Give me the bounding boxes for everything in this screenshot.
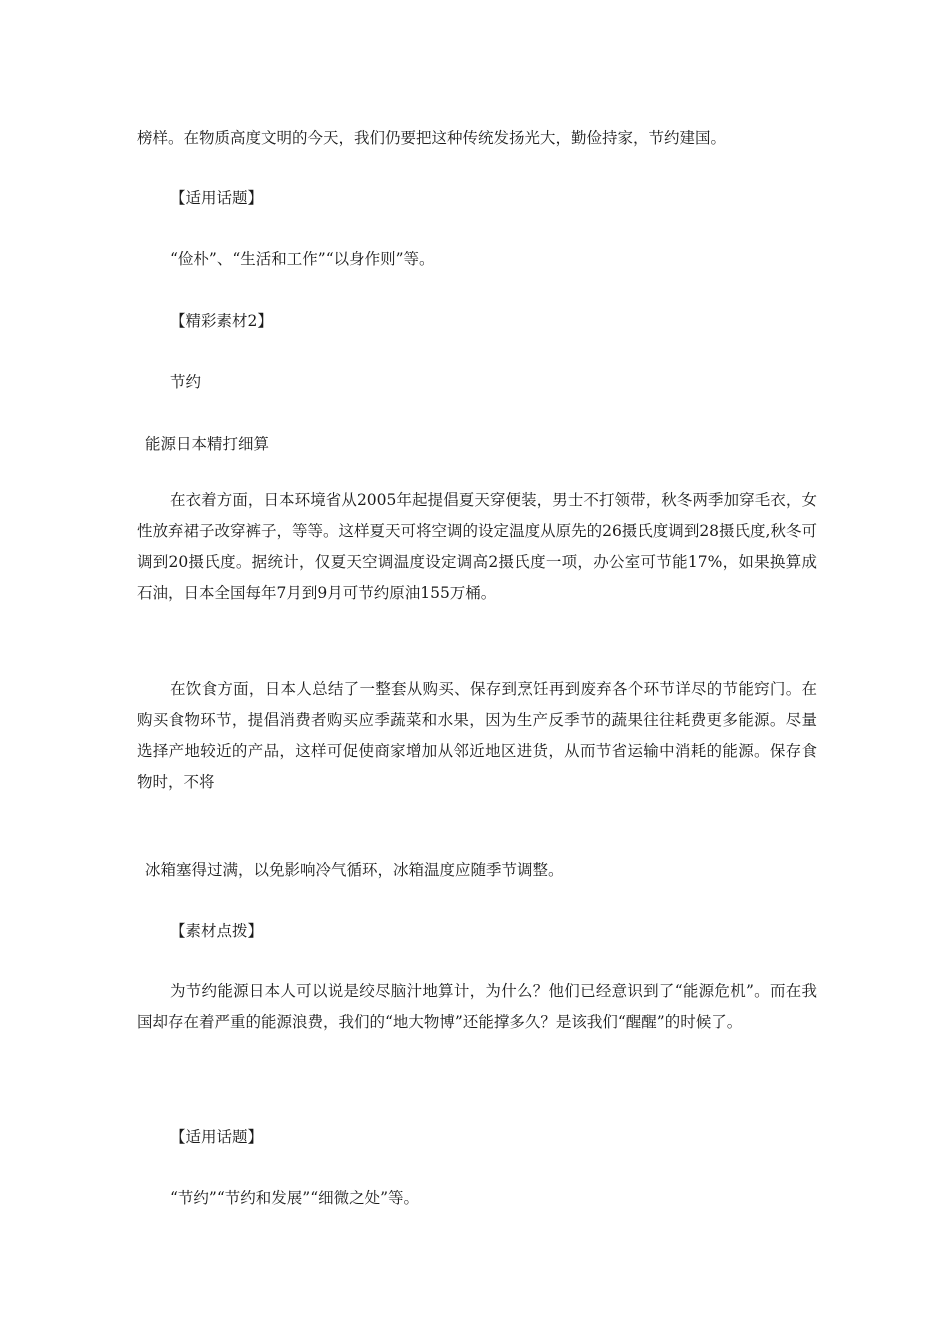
paragraph-commentary: 为节约能源日本人可以说是绞尽脑汁地算计，为什么？他们已经意识到了“能源危机”。而在我国却存在着严重的能源浪费，我们的“地大物博”还能撑多久？是该我们“醒醒”的时候了。	[137, 982, 817, 1031]
material-title-part1: 节约	[170, 373, 202, 391]
topics-list-2: “节约”“节约和发展”“细微之处”等。	[170, 1189, 420, 1207]
paragraph-food: 在饮食方面，日本人总结了一整套从购买、保存到烹饪再到废弃各个环节详尽的节能窍门。在购买食物环节，提倡消费者购买应季蔬菜和水果，因为生产反季节的蔬果往往耗费更多能源。尽量选择产地较近的产品，这样可促使商家增加从邻近地区进货，从而节省运输中消耗的能源。保存食物时，不将	[137, 680, 817, 791]
section-heading-commentary: 【素材点拨】	[170, 922, 264, 940]
section-heading-topics-2: 【适用话题】	[170, 1128, 264, 1146]
topics-list: “俭朴”、“生活和工作”“以身作则”等。	[170, 250, 435, 268]
section-heading-material: 【精彩素材2】	[170, 312, 273, 330]
material-title-part2: 能源日本精打细算	[145, 435, 270, 453]
paragraph-clothing: 在衣着方面，日本环境省从2005年起提倡夏天穿便装，男士不打领带，秋冬两季加穿毛衣，女性放弃裙子改穿裤子，等等。这样夏天可将空调的设定温度从原先的26摄氏度调到28摄氏度,秋冬可调到20摄氏度。据统计，仅夏天空调温度设定调高2摄氏度一项，办公室可节能17%，如果换算成石油，日本全国每年7月到9月可节约原油155万桶。	[137, 491, 817, 602]
section-heading-topics: 【适用话题】	[170, 189, 264, 207]
intro-text: 榜样。在物质高度文明的今天，我们仍要把这种传统发扬光大，勤俭持家，节约建国。	[137, 129, 727, 147]
paragraph-fridge: 冰箱塞得过满，以免影响冷气循环，冰箱温度应随季节调整。	[145, 861, 564, 879]
